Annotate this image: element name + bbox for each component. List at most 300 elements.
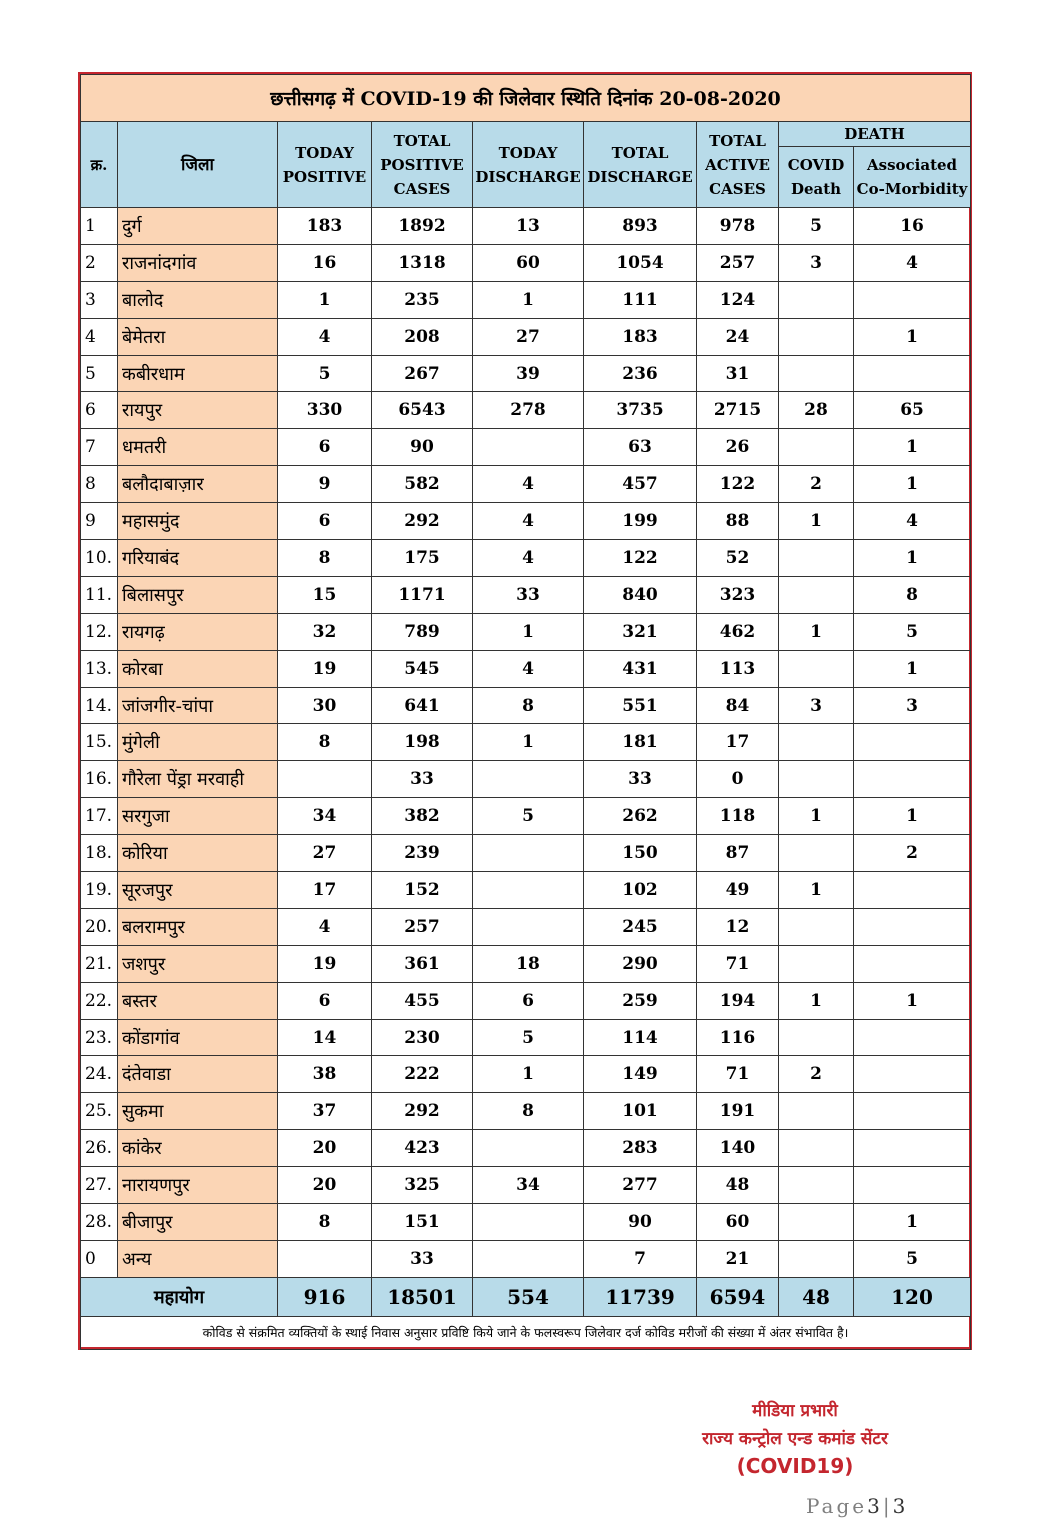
cell-tp: 9 xyxy=(278,466,372,503)
cell-district: धमतरी xyxy=(118,429,278,466)
cell-cm: 1 xyxy=(854,650,971,687)
cell-tpc: 1892 xyxy=(372,208,473,245)
cell-cd xyxy=(779,1093,854,1130)
table-row xyxy=(81,318,971,355)
table-row xyxy=(81,945,971,982)
cell-cd xyxy=(779,429,854,466)
cell-ta: 26 xyxy=(697,429,779,466)
cell-tpc: 292 xyxy=(372,503,473,540)
table-row xyxy=(81,540,971,577)
cell-ta: 118 xyxy=(697,798,779,835)
cell-ta: 191 xyxy=(697,1093,779,1130)
cell-cm: 1 xyxy=(854,982,971,1019)
table-row xyxy=(81,982,971,1019)
cell-tp: 19 xyxy=(278,945,372,982)
cell-tpc: 90 xyxy=(372,429,473,466)
cell-ta: 116 xyxy=(697,1019,779,1056)
cell-cm xyxy=(854,1019,971,1056)
cell-td xyxy=(473,1130,584,1167)
cell-td: 4 xyxy=(473,503,584,540)
cell-ta: 323 xyxy=(697,576,779,613)
cell-cd: 1 xyxy=(779,613,854,650)
cell-district: गरियाबंद xyxy=(118,540,278,577)
cell-td: 4 xyxy=(473,650,584,687)
cell-district: बालोद xyxy=(118,281,278,318)
cell-sn: 18. xyxy=(81,835,118,872)
cell-td: 278 xyxy=(473,392,584,429)
cell-tdc: 431 xyxy=(584,650,697,687)
cell-tp: 19 xyxy=(278,650,372,687)
header-sn: क्र. xyxy=(81,122,118,208)
cell-tp: 15 xyxy=(278,576,372,613)
cell-ta: 52 xyxy=(697,540,779,577)
cell-cd: 5 xyxy=(779,208,854,245)
cell-td: 1 xyxy=(473,613,584,650)
cell-cd xyxy=(779,1167,854,1204)
cell-sn: 15. xyxy=(81,724,118,761)
cell-cm: 3 xyxy=(854,687,971,724)
signature-title: मीडिया प्रभारी xyxy=(752,1401,838,1421)
cell-tdc: 63 xyxy=(584,429,697,466)
cell-district: जशपुर xyxy=(118,945,278,982)
signature-covid: (COVID19) xyxy=(736,1454,854,1478)
table-row xyxy=(81,392,971,429)
cell-cd: 1 xyxy=(779,798,854,835)
cell-sn: 17. xyxy=(81,798,118,835)
cell-ta: 0 xyxy=(697,761,779,798)
cell-cd: 3 xyxy=(779,244,854,281)
cell-td: 8 xyxy=(473,687,584,724)
cell-cm xyxy=(854,1130,971,1167)
cell-cd: 28 xyxy=(779,392,854,429)
cell-tp: 1 xyxy=(278,281,372,318)
cell-tpc: 230 xyxy=(372,1019,473,1056)
cell-tdc: 262 xyxy=(584,798,697,835)
cell-tpc: 1171 xyxy=(372,576,473,613)
cell-district: दंतेवाडा xyxy=(118,1056,278,1093)
cell-tp xyxy=(278,761,372,798)
cell-district: कबीरधाम xyxy=(118,355,278,392)
total-comorbidity: 120 xyxy=(854,1277,971,1316)
header-comorbidity: Associated Co-Morbidity xyxy=(854,147,971,208)
cell-cd: 1 xyxy=(779,503,854,540)
cell-tdc: 893 xyxy=(584,208,697,245)
cell-tp: 16 xyxy=(278,244,372,281)
cell-td: 4 xyxy=(473,540,584,577)
cell-tdc: 150 xyxy=(584,835,697,872)
cell-cm xyxy=(854,761,971,798)
cell-tdc: 102 xyxy=(584,872,697,909)
cell-cm: 5 xyxy=(854,1240,971,1277)
cell-tdc: 33 xyxy=(584,761,697,798)
cell-tdc: 111 xyxy=(584,281,697,318)
cell-td xyxy=(473,761,584,798)
cell-tdc: 199 xyxy=(584,503,697,540)
cell-cm: 1 xyxy=(854,798,971,835)
cell-td: 13 xyxy=(473,208,584,245)
cell-district: गौरेला पेंड्रा मरवाही xyxy=(118,761,278,798)
cell-ta: 21 xyxy=(697,1240,779,1277)
cell-cm xyxy=(854,355,971,392)
cell-ta: 71 xyxy=(697,945,779,982)
cell-district: सुकमा xyxy=(118,1093,278,1130)
cell-cm: 1 xyxy=(854,540,971,577)
cell-cm xyxy=(854,872,971,909)
cell-sn: 23. xyxy=(81,1019,118,1056)
cell-tp: 34 xyxy=(278,798,372,835)
cell-tdc: 283 xyxy=(584,1130,697,1167)
cell-cd: 2 xyxy=(779,466,854,503)
cell-district: रायपुर xyxy=(118,392,278,429)
cell-cm: 5 xyxy=(854,613,971,650)
cell-tp: 8 xyxy=(278,1204,372,1241)
header-today-positive: TODAY POSITIVE xyxy=(278,122,372,208)
cell-sn: 3 xyxy=(81,281,118,318)
cell-td: 1 xyxy=(473,1056,584,1093)
cell-tpc: 239 xyxy=(372,835,473,872)
cell-td: 4 xyxy=(473,466,584,503)
cell-cd xyxy=(779,1019,854,1056)
footnote: कोविड से संक्रमित व्यक्तियों के स्थाई निवास अनुसार प्रविष्टि किये जाने के फलस्वरूप जिलेवार दर्ज कोविड मरीजों की संख्या में अंतर संभावित है। xyxy=(81,1316,971,1349)
cell-tdc: 149 xyxy=(584,1056,697,1093)
cell-tdc: 101 xyxy=(584,1093,697,1130)
cell-tpc: 292 xyxy=(372,1093,473,1130)
table-row xyxy=(81,835,971,872)
cell-cd xyxy=(779,281,854,318)
cell-cd xyxy=(779,1240,854,1277)
cell-tpc: 235 xyxy=(372,281,473,318)
cell-tdc: 457 xyxy=(584,466,697,503)
cell-tpc: 545 xyxy=(372,650,473,687)
cell-cm xyxy=(854,1167,971,1204)
table-row xyxy=(81,244,971,281)
cell-cd xyxy=(779,724,854,761)
cell-cd xyxy=(779,540,854,577)
cell-district: सूरजपुर xyxy=(118,872,278,909)
cell-tdc: 122 xyxy=(584,540,697,577)
cell-tpc: 361 xyxy=(372,945,473,982)
cell-district: रायगढ़ xyxy=(118,613,278,650)
cell-td xyxy=(473,872,584,909)
table-row xyxy=(81,429,971,466)
total-today-positive: 916 xyxy=(278,1277,372,1316)
cell-sn: 28. xyxy=(81,1204,118,1241)
header-total-discharge: TOTAL DISCHARGE xyxy=(584,122,697,208)
cell-tp: 17 xyxy=(278,872,372,909)
cell-tdc: 1054 xyxy=(584,244,697,281)
cell-tpc: 152 xyxy=(372,872,473,909)
cell-cd: 2 xyxy=(779,1056,854,1093)
table-row xyxy=(81,1093,971,1130)
cell-sn: 8 xyxy=(81,466,118,503)
table-title: छत्तीसगढ़ में COVID-19 की जिलेवार स्थिति दिनांक 20-08-2020 xyxy=(81,75,971,122)
cell-sn: 9 xyxy=(81,503,118,540)
cell-td: 27 xyxy=(473,318,584,355)
table-row xyxy=(81,503,971,540)
cell-sn: 6 xyxy=(81,392,118,429)
cell-ta: 462 xyxy=(697,613,779,650)
cell-district: बलौदाबाज़ार xyxy=(118,466,278,503)
cell-tp: 30 xyxy=(278,687,372,724)
cell-tdc: 181 xyxy=(584,724,697,761)
cell-ta: 24 xyxy=(697,318,779,355)
cell-tp xyxy=(278,1240,372,1277)
header-covid-death: COVID Death xyxy=(779,147,854,208)
cell-district: राजनांदगांव xyxy=(118,244,278,281)
total-total-positive: 18501 xyxy=(372,1277,473,1316)
cell-tp: 4 xyxy=(278,908,372,945)
cell-td: 5 xyxy=(473,1019,584,1056)
header-district: जिला xyxy=(118,122,278,208)
cell-district: बलरामपुर xyxy=(118,908,278,945)
cell-ta: 194 xyxy=(697,982,779,1019)
cell-district: अन्य xyxy=(118,1240,278,1277)
cell-district: महासमुंद xyxy=(118,503,278,540)
cell-district: दुर्ग xyxy=(118,208,278,245)
header-total-positive: TOTAL POSITIVE CASES xyxy=(372,122,473,208)
table-row xyxy=(81,1056,971,1093)
cell-cm: 16 xyxy=(854,208,971,245)
table-row xyxy=(81,281,971,318)
cell-cd: 1 xyxy=(779,982,854,1019)
cell-tdc: 290 xyxy=(584,945,697,982)
header-today-discharge: TODAY DISCHARGE xyxy=(473,122,584,208)
cell-sn: 24. xyxy=(81,1056,118,1093)
cell-tp: 37 xyxy=(278,1093,372,1130)
cell-cm: 1 xyxy=(854,1204,971,1241)
cell-ta: 2715 xyxy=(697,392,779,429)
table-row xyxy=(81,208,971,245)
cell-ta: 124 xyxy=(697,281,779,318)
cell-tpc: 6543 xyxy=(372,392,473,429)
cell-district: कोंडागांव xyxy=(118,1019,278,1056)
cell-cd xyxy=(779,576,854,613)
cell-cd xyxy=(779,318,854,355)
cell-cm: 1 xyxy=(854,318,971,355)
cell-tp: 8 xyxy=(278,540,372,577)
cell-tpc: 257 xyxy=(372,908,473,945)
cell-district: कोरबा xyxy=(118,650,278,687)
cell-sn: 2 xyxy=(81,244,118,281)
cell-td: 8 xyxy=(473,1093,584,1130)
cell-tp: 38 xyxy=(278,1056,372,1093)
header-total-active: TOTAL ACTIVE CASES xyxy=(697,122,779,208)
cell-cd xyxy=(779,355,854,392)
cell-tpc: 423 xyxy=(372,1130,473,1167)
cell-tpc: 325 xyxy=(372,1167,473,1204)
cell-sn: 1 xyxy=(81,208,118,245)
total-active: 6594 xyxy=(697,1277,779,1316)
cell-td: 39 xyxy=(473,355,584,392)
cell-td: 1 xyxy=(473,724,584,761)
cell-district: मुंगेली xyxy=(118,724,278,761)
cell-district: कांकेर xyxy=(118,1130,278,1167)
cell-tpc: 789 xyxy=(372,613,473,650)
cell-ta: 88 xyxy=(697,503,779,540)
cell-tdc: 7 xyxy=(584,1240,697,1277)
cell-cm xyxy=(854,908,971,945)
table-row xyxy=(81,355,971,392)
table-row xyxy=(81,466,971,503)
cell-tdc: 551 xyxy=(584,687,697,724)
cell-tpc: 198 xyxy=(372,724,473,761)
cell-ta: 978 xyxy=(697,208,779,245)
table-row xyxy=(81,1240,971,1277)
cell-cm: 8 xyxy=(854,576,971,613)
cell-district: कोरिया xyxy=(118,835,278,872)
cell-sn: 25. xyxy=(81,1093,118,1130)
cell-sn: 12. xyxy=(81,613,118,650)
signature-org: राज्य कन्ट्रोल एन्ड कमांड सेंटर xyxy=(702,1429,888,1449)
cell-district: नारायणपुर xyxy=(118,1167,278,1204)
cell-sn: 13. xyxy=(81,650,118,687)
cell-tpc: 33 xyxy=(372,1240,473,1277)
table-row xyxy=(81,1204,971,1241)
cell-tpc: 382 xyxy=(372,798,473,835)
cell-td xyxy=(473,1204,584,1241)
cell-tdc: 277 xyxy=(584,1167,697,1204)
cell-td xyxy=(473,908,584,945)
cell-cd: 1 xyxy=(779,872,854,909)
cell-ta: 87 xyxy=(697,835,779,872)
cell-sn: 19. xyxy=(81,872,118,909)
cell-cm: 65 xyxy=(854,392,971,429)
cell-tdc: 3735 xyxy=(584,392,697,429)
total-label: महायोग xyxy=(81,1277,278,1316)
page-number: Page3|3 xyxy=(806,1494,909,1518)
cell-td: 1 xyxy=(473,281,584,318)
cell-tdc: 90 xyxy=(584,1204,697,1241)
cell-tpc: 455 xyxy=(372,982,473,1019)
table-row xyxy=(81,576,971,613)
cell-ta: 49 xyxy=(697,872,779,909)
cell-tpc: 1318 xyxy=(372,244,473,281)
table-row xyxy=(81,1019,971,1056)
cell-tp: 5 xyxy=(278,355,372,392)
cell-tp: 27 xyxy=(278,835,372,872)
cell-cm: 4 xyxy=(854,244,971,281)
cell-tp: 8 xyxy=(278,724,372,761)
cell-tp: 330 xyxy=(278,392,372,429)
cell-tpc: 267 xyxy=(372,355,473,392)
cell-cd xyxy=(779,835,854,872)
cell-cd xyxy=(779,650,854,687)
total-row xyxy=(81,1277,971,1316)
cell-sn: 20. xyxy=(81,908,118,945)
table-row xyxy=(81,761,971,798)
cell-district: बिलासपुर xyxy=(118,576,278,613)
cell-tpc: 175 xyxy=(372,540,473,577)
table-row xyxy=(81,798,971,835)
cell-cd xyxy=(779,1130,854,1167)
cell-td: 18 xyxy=(473,945,584,982)
cell-ta: 122 xyxy=(697,466,779,503)
cell-tpc: 641 xyxy=(372,687,473,724)
cell-sn: 11. xyxy=(81,576,118,613)
cell-tpc: 222 xyxy=(372,1056,473,1093)
cell-tdc: 259 xyxy=(584,982,697,1019)
cell-tdc: 114 xyxy=(584,1019,697,1056)
cell-cm: 4 xyxy=(854,503,971,540)
table-row xyxy=(81,613,971,650)
table-row xyxy=(81,650,971,687)
cell-tdc: 321 xyxy=(584,613,697,650)
cell-sn: 7 xyxy=(81,429,118,466)
cell-ta: 257 xyxy=(697,244,779,281)
cell-sn: 0 xyxy=(81,1240,118,1277)
cell-sn: 26. xyxy=(81,1130,118,1167)
table-row xyxy=(81,1130,971,1167)
cell-td xyxy=(473,835,584,872)
cell-ta: 12 xyxy=(697,908,779,945)
cell-cd: 3 xyxy=(779,687,854,724)
cell-cm xyxy=(854,281,971,318)
cell-tp: 183 xyxy=(278,208,372,245)
cell-sn: 27. xyxy=(81,1167,118,1204)
cell-tp: 20 xyxy=(278,1130,372,1167)
total-today-discharge: 554 xyxy=(473,1277,584,1316)
total-total-discharge: 11739 xyxy=(584,1277,697,1316)
cell-cd xyxy=(779,908,854,945)
cell-cd xyxy=(779,945,854,982)
cell-cd xyxy=(779,761,854,798)
cell-cm: 2 xyxy=(854,835,971,872)
cell-ta: 48 xyxy=(697,1167,779,1204)
cell-tpc: 33 xyxy=(372,761,473,798)
cell-td: 34 xyxy=(473,1167,584,1204)
cell-cm: 1 xyxy=(854,466,971,503)
cell-cm xyxy=(854,1056,971,1093)
cell-sn: 10. xyxy=(81,540,118,577)
cell-tp: 6 xyxy=(278,429,372,466)
cell-tpc: 208 xyxy=(372,318,473,355)
cell-cm xyxy=(854,1093,971,1130)
cell-ta: 31 xyxy=(697,355,779,392)
cell-cm: 1 xyxy=(854,429,971,466)
cell-sn: 22. xyxy=(81,982,118,1019)
cell-tpc: 582 xyxy=(372,466,473,503)
cell-tp: 20 xyxy=(278,1167,372,1204)
cell-sn: 14. xyxy=(81,687,118,724)
table-row xyxy=(81,1167,971,1204)
cell-ta: 71 xyxy=(697,1056,779,1093)
cell-td: 5 xyxy=(473,798,584,835)
cell-td xyxy=(473,1240,584,1277)
table-row xyxy=(81,724,971,761)
cell-sn: 4 xyxy=(81,318,118,355)
table-row xyxy=(81,872,971,909)
table-row xyxy=(81,908,971,945)
cell-cm xyxy=(854,724,971,761)
table-body xyxy=(81,208,971,1278)
cell-district: बीजापुर xyxy=(118,1204,278,1241)
cell-tdc: 840 xyxy=(584,576,697,613)
cell-tp: 6 xyxy=(278,982,372,1019)
cell-tp: 6 xyxy=(278,503,372,540)
cell-tp: 14 xyxy=(278,1019,372,1056)
cell-tpc: 151 xyxy=(372,1204,473,1241)
cell-ta: 140 xyxy=(697,1130,779,1167)
total-covid-death: 48 xyxy=(779,1277,854,1316)
cell-tdc: 183 xyxy=(584,318,697,355)
cell-tp: 4 xyxy=(278,318,372,355)
cell-ta: 17 xyxy=(697,724,779,761)
cell-sn: 16. xyxy=(81,761,118,798)
cell-district: जांजगीर-चांपा xyxy=(118,687,278,724)
cell-cd xyxy=(779,1204,854,1241)
cell-td xyxy=(473,429,584,466)
cell-ta: 60 xyxy=(697,1204,779,1241)
